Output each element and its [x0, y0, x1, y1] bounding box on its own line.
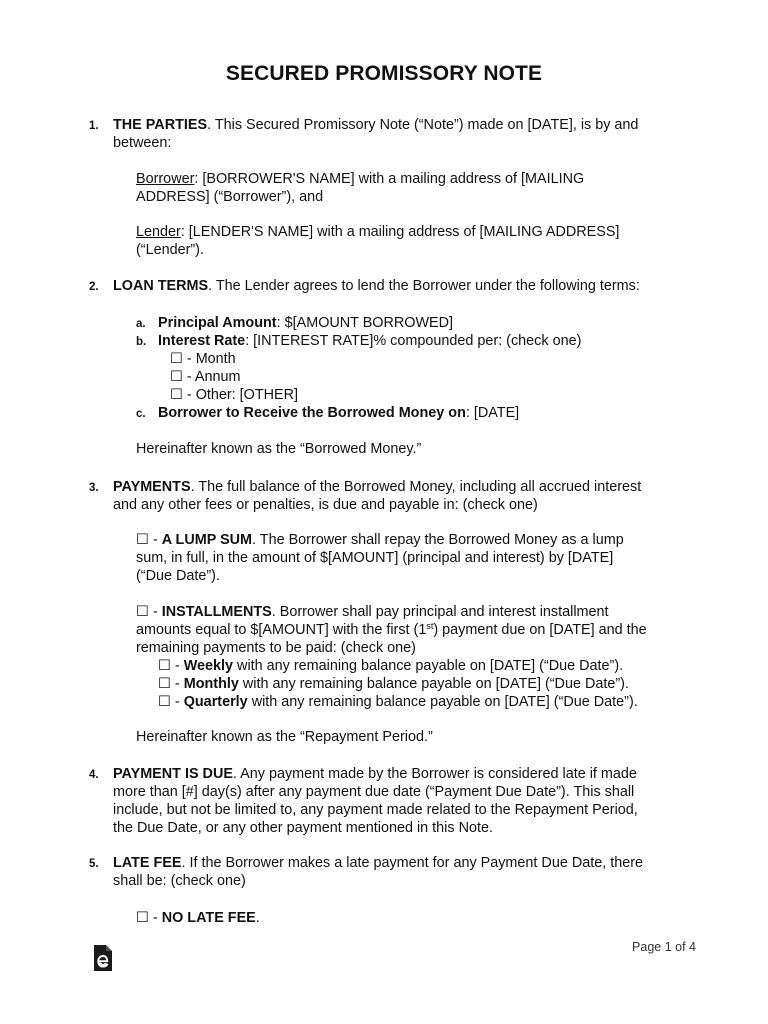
- interest-rate-line: Interest Rate: [INTEREST RATE]% compounded per: (check one): [158, 333, 582, 349]
- item-a-letter: a.: [136, 318, 146, 330]
- borrower-line-1: Borrower: [BORROWER'S NAME] with a mailing address of [MAILING: [136, 171, 585, 187]
- page-number: Page 1 of 4: [632, 940, 696, 954]
- section-3-number: 3.: [89, 482, 99, 494]
- section-4-line-2: more than [#] day(s) after any payment due date (“Payment Due Date”). This shall: [113, 784, 635, 800]
- section-5-line-2: shall be: (check one): [113, 873, 246, 889]
- item-b-letter: b.: [136, 336, 147, 348]
- quarterly-line: ☐ - Quarterly with any remaining balance payable on [DATE] (“Due Date”).: [158, 694, 638, 710]
- section-5-number: 5.: [89, 858, 99, 870]
- checkbox-lump-sum[interactable]: ☐ -: [136, 532, 162, 548]
- section-1-number: 1.: [89, 120, 99, 132]
- section-2-heading: LOAN TERMS: [113, 278, 209, 294]
- receive-money-line: Borrower to Receive the Borrowed Money on: [DATE]: [158, 405, 520, 421]
- installments-line-3: remaining payments to be paid: (check one): [136, 640, 416, 656]
- section-5-heading: LATE FEE: [113, 855, 182, 871]
- lump-sum-line-3: (“Due Date”).: [136, 568, 220, 584]
- checkbox-other[interactable]: ☐ - Other: [OTHER]: [170, 387, 299, 403]
- checkbox-annum[interactable]: ☐ - Annum: [170, 369, 241, 385]
- checkbox-monthly[interactable]: ☐ -: [158, 676, 184, 692]
- item-c-letter: c.: [136, 408, 146, 420]
- no-late-fee-line: ☐ - NO LATE FEE.: [136, 910, 260, 926]
- repayment-period-definition: Hereinafter known as the “Repayment Period.”: [136, 729, 433, 745]
- lender-line-2: (“Lender”).: [136, 242, 204, 258]
- borrower-line-2: ADDRESS] (“Borrower”), and: [136, 189, 324, 205]
- section-2-number: 2.: [89, 281, 99, 293]
- section-3-line-1: PAYMENTS. The full balance of the Borrowed Money, including all accrued interest: [113, 479, 642, 495]
- checkbox-quarterly[interactable]: ☐ -: [158, 694, 184, 710]
- section-3-line-2: and any other fees or penalties, is due and payable in: (check one): [113, 497, 538, 513]
- lender-label: Lender: [136, 224, 181, 240]
- principal-amount-line: Principal Amount: $[AMOUNT BORROWED]: [158, 315, 454, 331]
- section-4-number: 4.: [89, 769, 99, 781]
- borrowed-money-definition: Hereinafter known as the “Borrowed Money.”: [136, 441, 422, 457]
- section-1-line-2: between:: [113, 135, 172, 151]
- installments-line-2: amounts equal to $[AMOUNT] with the first (1st) payment due on [DATE] and the: [136, 621, 647, 638]
- lender-line-1: Lender: [LENDER'S NAME] with a mailing address of [MAILING ADDRESS]: [136, 224, 620, 240]
- section-4-heading: PAYMENT IS DUE: [113, 766, 233, 782]
- section-5-line-1: LATE FEE. If the Borrower makes a late payment for any Payment Due Date, there: [113, 855, 644, 871]
- section-3-heading: PAYMENTS: [113, 479, 191, 495]
- document-title: SECURED PROMISSORY NOTE: [225, 62, 543, 85]
- checkbox-no-late-fee[interactable]: ☐ -: [136, 910, 162, 926]
- lump-sum-line-2: sum, in full, in the amount of $[AMOUNT] (principal and interest) by [DATE]: [136, 550, 614, 566]
- section-4-line-1: PAYMENT IS DUE. Any payment made by the Borrower is considered late if made: [113, 766, 637, 782]
- weekly-line: ☐ - Weekly with any remaining balance payable on [DATE] (“Due Date”).: [158, 658, 624, 674]
- section-2-line-1: LOAN TERMS. The Lender agrees to lend the Borrower under the following terms:: [113, 278, 640, 294]
- section-1-line-1: THE PARTIES. This Secured Promissory Note (“Note”) made on [DATE], is by and: [113, 117, 639, 133]
- monthly-line: ☐ - Monthly with any remaining balance payable on [DATE] (“Due Date”).: [158, 676, 629, 692]
- section-1-heading: THE PARTIES: [113, 117, 208, 133]
- checkbox-month[interactable]: ☐ - Month: [170, 351, 236, 367]
- installments-line-1: ☐ - INSTALLMENTS. Borrower shall pay principal and interest installment: [136, 604, 609, 620]
- section-4-line-3: include, but not be limited to, any payment made related to the Repayment Period,: [113, 802, 638, 818]
- checkbox-installments[interactable]: ☐ -: [136, 604, 162, 620]
- lump-sum-line-1: ☐ - A LUMP SUM. The Borrower shall repay the Borrowed Money as a lump: [136, 532, 624, 548]
- section-4-line-4: the Due Date, or any other payment mentioned in this Note.: [113, 820, 493, 836]
- checkbox-weekly[interactable]: ☐ -: [158, 658, 184, 674]
- eforms-logo-icon: [92, 944, 114, 972]
- borrower-label: Borrower: [136, 171, 195, 187]
